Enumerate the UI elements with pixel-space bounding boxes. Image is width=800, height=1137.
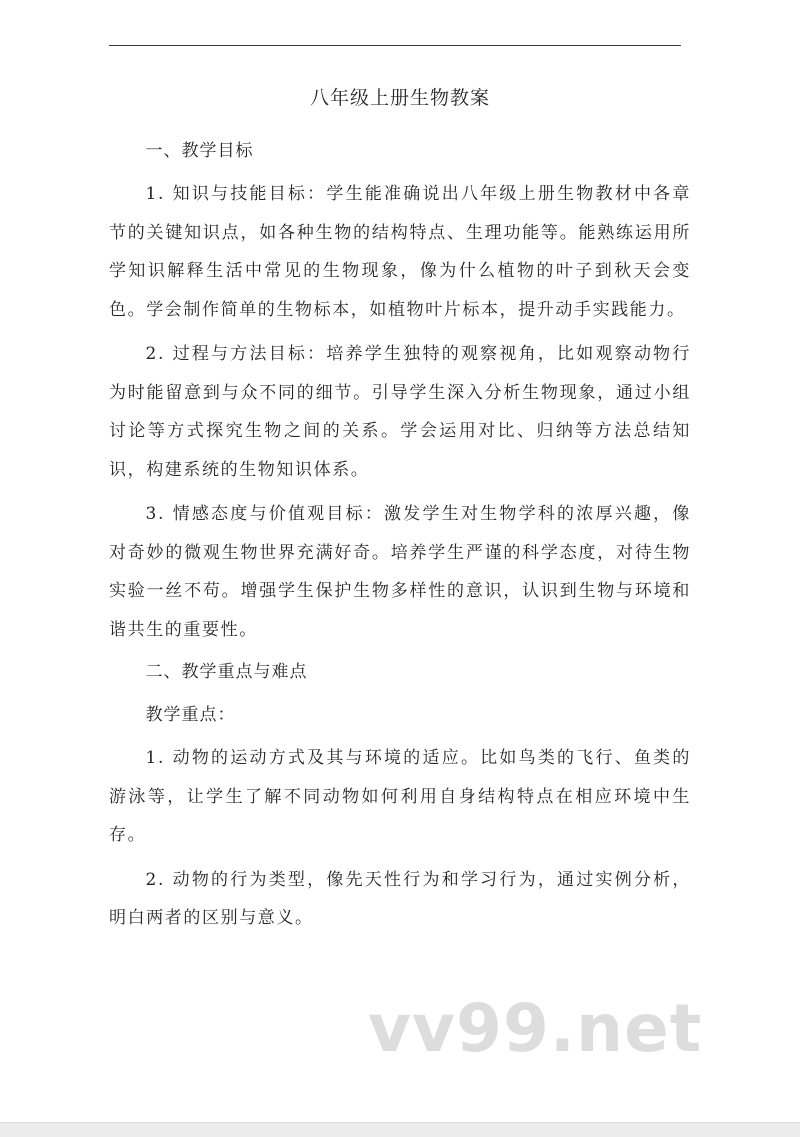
objective-process-paragraph: 2. 过程与方法目标：培养学生独特的观察视角，比如观察动物行为时能留意到与众不同的细节。引导学生深入分析生物现象，通过小组讨论等方式探究生物之间的关系。学会运用对比、归纳等方法总结知识，构建系统的生物知识体系。 [109, 344, 691, 480]
objective-knowledge-paragraph: 1. 知识与技能目标：学生能准确说出八年级上册生物教材中各章节的关键知识点，如各种生物的结构特点、生理功能等。能熟练运用所学知识解释生活中常见的生物现象，像为什么植物的叶子到秋天会变色。学会制作简单的生物标本，如植物叶片标本，提升动手实践能力。 [109, 184, 691, 320]
objective-attitude-paragraph: 3. 情感态度与价值观目标：激发学生对生物学科的浓厚兴趣，像对奇妙的微观生物世界充满好奇。培养学生严谨的科学态度，对待生物实验一丝不苟。增强学生保护生物多样性的意识，认识到生物与环境和谐共生的重要性。 [109, 504, 691, 640]
key-point-paragraph: 1. 动物的运动方式及其与环境的适应。比如鸟类的飞行、鱼类的游泳等，让学生了解不同动物如何利用自身结构特点在相应环境中生存。 [109, 748, 691, 845]
watermark: vv99.net [368, 990, 703, 1067]
section-heading-key-points: 二、教学重点与难点 [145, 662, 308, 682]
section-heading-objectives: 一、教学目标 [145, 141, 254, 161]
page-bottom-edge [0, 1122, 800, 1137]
document-body [109, 78, 691, 938]
key-points-subheading: 教学重点： [145, 705, 236, 725]
header-rule [109, 45, 681, 46]
key-point-paragraph: 2. 动物的行为类型，像先天性行为和学习行为，通过实例分析，明白两者的区别与意义。 [109, 869, 691, 928]
document-title: 八年级上册生物教案 [309, 87, 490, 109]
